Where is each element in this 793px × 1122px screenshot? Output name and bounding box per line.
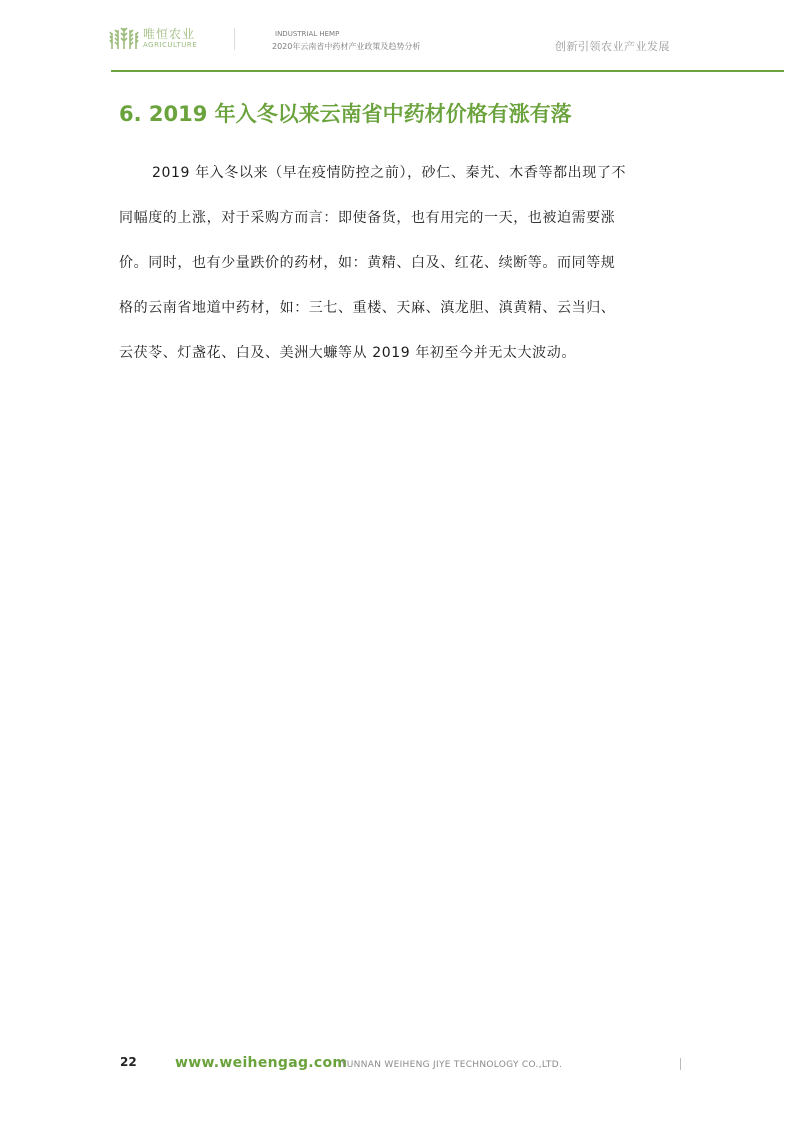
company-logo [109,25,197,51]
website-link[interactable]: www.weihengag.com [175,1055,348,1071]
wheat-logo-icon [109,25,139,51]
company-name: YUNNAN WEIHENG JIYE TECHNOLOGY CO.,LTD. [341,1060,563,1070]
logo-chinese-name: 唯恒农业 [143,26,196,41]
header-slogan: 创新引领农业产业发展 [555,40,670,53]
header-divider [234,28,235,50]
page-number: 22 [120,1055,137,1069]
header-rule [111,70,784,72]
body-paragraph [119,156,669,381]
paragraph-line: 价。同时，也有少量跌价的药材，如：黄精、白及、红花、续断等。而同等规 [119,255,616,271]
paragraph-line: 2019 年入冬以来（早在疫情防控之前），砂仁、秦艽、木香等都出现了不 [152,165,627,181]
header-industry-label: INDUSTRIAL HEMP [275,30,340,38]
paragraph-line: 同幅度的上涨，对于采购方而言：即使备货，也有用完的一天，也被迫需要涨 [119,210,616,226]
page-header [0,0,793,72]
header-report-title: 2020年云南省中药材产业政策及趋势分析 [272,42,421,51]
logo-english-name: AGRICULTURE [143,40,198,49]
section-title: 6. 2019 年入冬以来云南省中药材价格有涨有落 [119,102,572,126]
paragraph-line: 格的云南省地道中药材，如：三七、重楼、天麻、滇龙胆、滇黄精、云当归、 [119,300,616,316]
paragraph-line: 云茯苓、灯盏花、白及、美洲大蠊等从 2019 年初至今并无太大波动。 [119,345,576,361]
footer-divider [680,1058,681,1070]
